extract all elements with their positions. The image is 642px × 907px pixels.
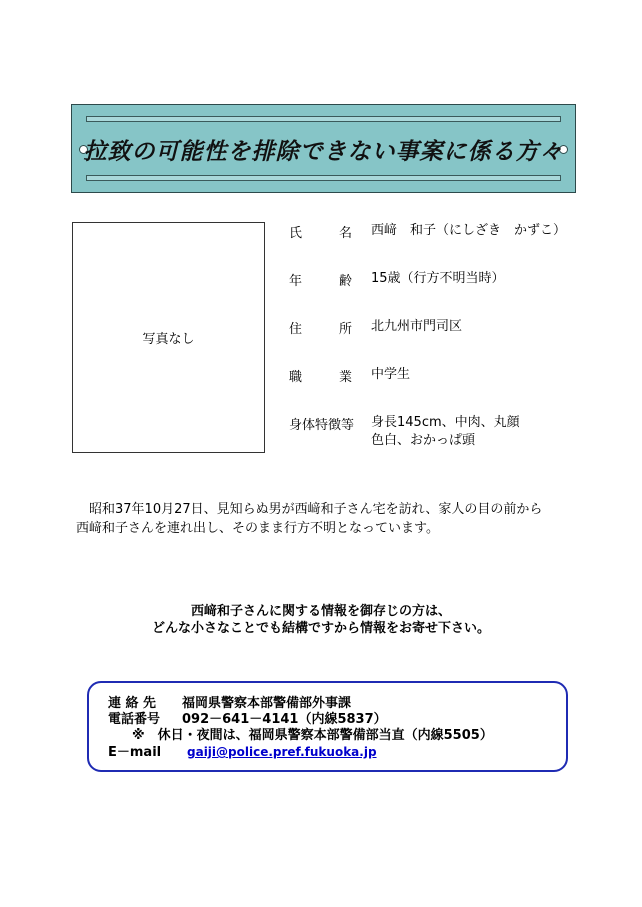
contact-night-row <box>132 728 493 744</box>
field-name-value: 西﨑 和子（にしざき かずこ） <box>371 223 567 238</box>
field-address-value: 北九州市門司区 <box>371 319 463 334</box>
contact-office-row <box>108 696 351 712</box>
page-title: 拉致の可能性を排除できない事案に係る方々 <box>83 138 564 165</box>
contact-office-value: 福岡県警察本部警備部外事課 <box>182 696 352 711</box>
banner-bottom-rail <box>86 175 561 181</box>
info-request-line1: 西﨑和子さんに関する情報を御存じの方は、 <box>190 604 451 619</box>
info-request-line2: どんな小さなことでも結構ですから情報をお寄せ下さい。 <box>151 621 490 636</box>
contact-box <box>87 681 568 772</box>
contact-email-link[interactable]: gaiji@police.pref.fukuoka.jp <box>187 745 377 759</box>
photo-placeholder <box>72 222 265 453</box>
field-age-value: 15歳（行方不明当時） <box>371 271 505 286</box>
contact-office-label: 連 絡 先 <box>108 696 157 711</box>
field-physical-line1: 身長145cm、中肉、丸顔 <box>371 415 520 430</box>
banner-top-rail <box>86 116 561 122</box>
incident-line1: 昭和37年10月27日、見知らぬ男が西﨑和子さん宅を訪れ、家人の目の前から <box>76 502 543 517</box>
contact-phone-label: 電話番号 <box>108 712 161 727</box>
contact-phone-value: 092－641－4141（内線5837） <box>182 712 387 727</box>
field-physical-value <box>371 414 520 450</box>
title-banner <box>71 104 576 193</box>
field-occupation-value: 中学生 <box>371 367 411 382</box>
contact-phone-row <box>108 712 387 728</box>
contact-email-label: E－mail <box>108 745 162 760</box>
info-request <box>0 603 642 637</box>
incident-line2: 西﨑和子さんを連れ出し、そのまま行方不明となっています。 <box>76 521 439 536</box>
photo-placeholder-label: 写真なし <box>142 332 195 347</box>
field-physical-line2: 色白、おかっぱ頭 <box>371 433 476 448</box>
incident-description <box>76 500 576 538</box>
contact-email-row <box>108 744 377 761</box>
contact-night-note: ※ 休日・夜間は、福岡県警察本部警備部当直（内線5505） <box>132 728 493 743</box>
